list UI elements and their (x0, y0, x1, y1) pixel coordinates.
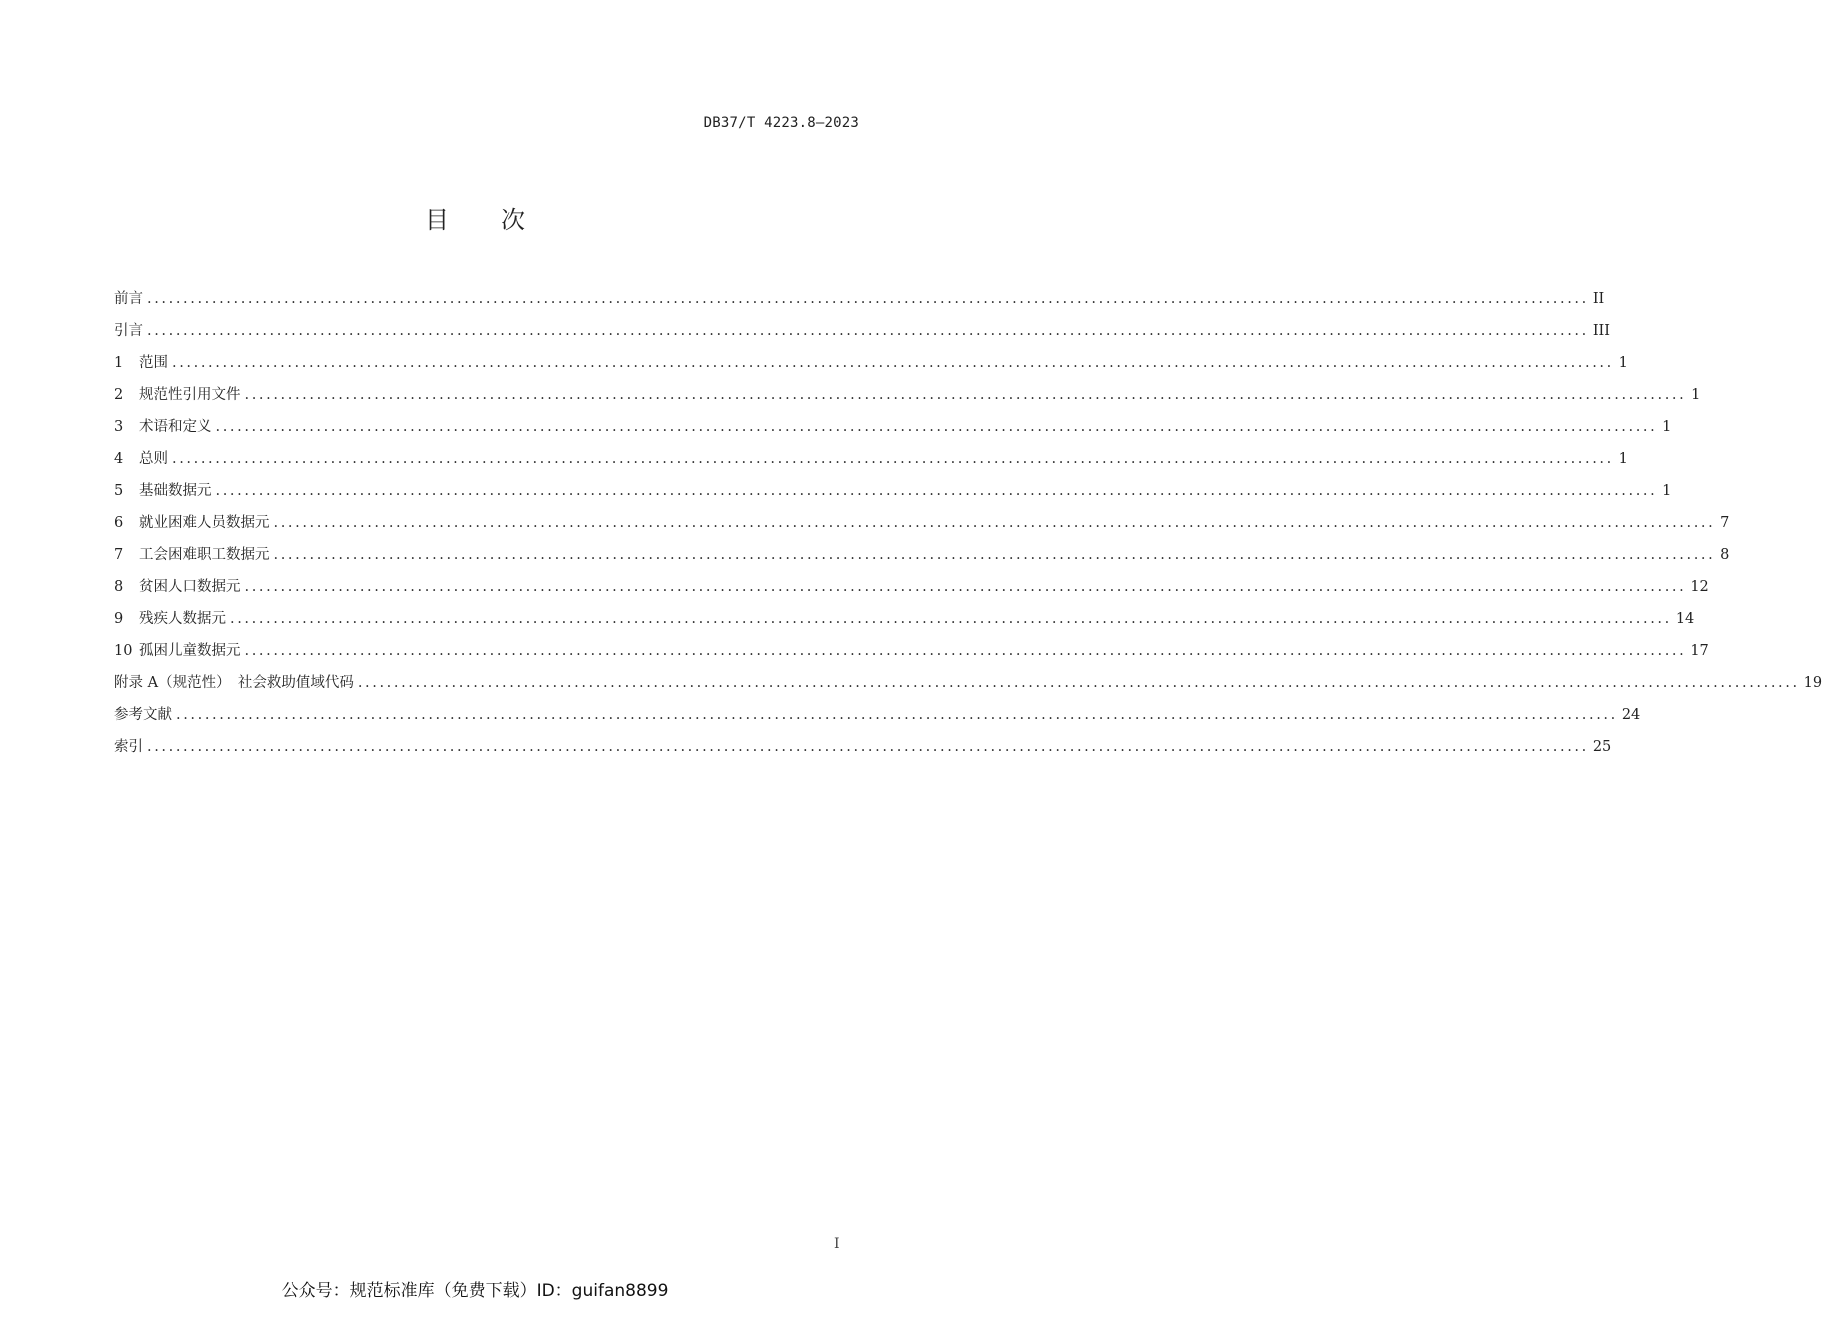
toc-entry[interactable] (114, 447, 1628, 479)
toc-entry-page: III (1592, 323, 1611, 339)
toc-entry-page: II (1592, 291, 1605, 307)
toc-entry-number: 3 (114, 419, 124, 435)
toc-entry[interactable] (114, 383, 1701, 415)
toc-entry[interactable] (114, 543, 1730, 575)
toc-entry-page: 1 (1662, 483, 1672, 499)
toc-entry-page: 8 (1720, 547, 1730, 563)
toc-dot-leader: ........................................................................................................................................................................................................ (147, 291, 1589, 307)
toc-entry-label: 就业困难人员数据元 (139, 515, 270, 531)
toc-entry-label: 残疾人数据元 (139, 611, 226, 627)
toc-entry[interactable] (114, 639, 1709, 671)
toc-dot-leader: ........................................................................................................................................................................................................ (172, 355, 1614, 371)
toc-entry-label: 基础数据元 (139, 483, 212, 499)
toc-entry-label: 索引 (114, 739, 143, 755)
page-title: 目次 (425, 206, 577, 234)
toc-entry-page: 24 (1621, 707, 1641, 723)
toc-entry-label: 规范性引用文件 (139, 387, 241, 403)
toc-entry-label: 前言 (114, 291, 143, 307)
toc-entry-page: 25 (1592, 739, 1612, 755)
toc-entry[interactable] (114, 479, 1672, 511)
toc-dot-leader: ........................................................................................................................................................................................................ (147, 323, 1589, 339)
toc-entry-label: 术语和定义 (139, 419, 212, 435)
toc-entry-page: 7 (1720, 515, 1730, 531)
toc-dot-leader: ........................................................................................................................................................................................................ (215, 483, 1658, 499)
toc-dot-leader: ........................................................................................................................................................................................................ (230, 611, 1672, 627)
toc-dot-leader: ........................................................................................................................................................................................................ (147, 739, 1589, 755)
toc-dot-leader: ........................................................................................................................................................................................................ (244, 579, 1687, 595)
toc-entry[interactable] (114, 415, 1672, 447)
toc-entry-page: 1 (1618, 355, 1628, 371)
toc-entry-label: 总则 (139, 451, 168, 467)
toc-entry-number: 2 (114, 387, 124, 403)
toc-dot-leader: ........................................................................................................................................................................................................ (273, 515, 1716, 531)
toc-entry[interactable] (114, 575, 1709, 607)
toc-entry-number: 6 (114, 515, 124, 531)
toc-entry[interactable] (114, 607, 1695, 639)
toc-entry-label: 贫困人口数据元 (139, 579, 241, 595)
toc-dot-leader: ........................................................................................................................................................................................................ (172, 451, 1614, 467)
toc-entry-number: 1 (114, 355, 124, 371)
footer-banner: 公众号：规范标准库（免费下载）ID：guifan8899 (281, 1281, 669, 1301)
toc-entry-number: 7 (114, 547, 124, 563)
toc-entry[interactable] (114, 735, 1612, 767)
toc-entry-label: 孤困儿童数据元 (139, 643, 241, 659)
toc-entry-label: 附录 A（规范性） 社会救助值域代码 (114, 675, 354, 691)
toc-dot-leader: ........................................................................................................................................................................................................ (244, 643, 1687, 659)
toc-entry-page: 17 (1690, 643, 1709, 659)
toc-entry-page: 1 (1691, 387, 1701, 403)
toc-entry-label: 范围 (139, 355, 168, 371)
toc-entry-label: 引言 (114, 323, 143, 339)
toc-entry[interactable] (114, 671, 1822, 703)
toc-entry[interactable] (114, 511, 1730, 543)
toc-entry-number: 4 (114, 451, 124, 467)
toc-entry-number: 8 (114, 579, 124, 595)
toc-dot-leader: ........................................................................................................................................................................................................ (176, 707, 1618, 723)
toc-entry[interactable] (114, 703, 1641, 735)
toc-entry[interactable] (114, 351, 1628, 383)
toc-entry-page: 14 (1675, 611, 1695, 627)
toc-entry-number: 10 (114, 643, 133, 659)
toc-entry-number: 9 (114, 611, 124, 627)
toc-dot-leader: ........................................................................................................................................................................................................ (273, 547, 1716, 563)
toc-entry[interactable] (114, 319, 1611, 351)
toc-entry-page: 19 (1803, 675, 1822, 691)
toc-dot-leader: ........................................................................................................................................................................................................ (357, 675, 1800, 691)
toc-entry-label: 参考文献 (114, 707, 172, 723)
toc-entry-page: 12 (1690, 579, 1709, 595)
toc-entry-label: 工会困难职工数据元 (139, 547, 270, 563)
toc-entry-page: 1 (1618, 451, 1628, 467)
toc-entry-page: 1 (1662, 419, 1672, 435)
toc-entry-number: 5 (114, 483, 124, 499)
toc-entry[interactable] (114, 287, 1605, 319)
toc-dot-leader: ........................................................................................................................................................................................................ (215, 419, 1658, 435)
table-of-contents (114, 287, 1822, 767)
document-code: DB37/T 4223.8—2023 (703, 115, 859, 131)
toc-dot-leader: ........................................................................................................................................................................................................ (244, 387, 1687, 403)
page-number: I (834, 1236, 840, 1252)
